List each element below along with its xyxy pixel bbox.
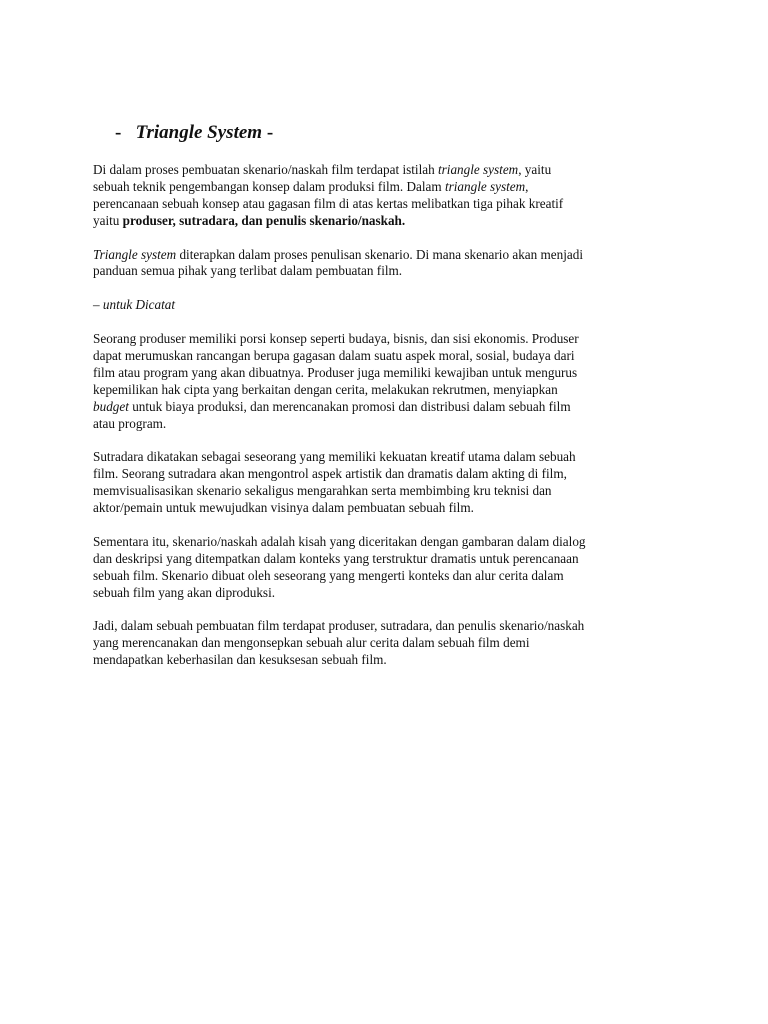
- paragraph-conclusion: [93, 618, 683, 669]
- italic-term: triangle system: [444, 178, 526, 194]
- text-line: perencanaan sebuah konsep atau gagasan film di atas kertas melibatkan tiga pihak kreatif: [93, 195, 564, 211]
- text-line: dapat merumuskan rancangan berupa gagasan dalam suatu aspek moral, sosial, budaya dari: [93, 347, 575, 363]
- italic-term: Triangle system: [93, 246, 177, 262]
- title-dash-right: -: [266, 122, 274, 143]
- italic-term: budget: [93, 398, 129, 414]
- text-line: [93, 179, 683, 196]
- text-line: aktor/pemain untuk mewujudkan visinya dalam pembuatan sebuah film.: [93, 500, 474, 516]
- text-line: [93, 213, 683, 230]
- italic-term: triangle system: [437, 162, 519, 177]
- text-line: film atau program yang akan dibuatnya. Produser juga memiliki kewajiban untuk mengurus: [93, 364, 578, 380]
- paragraph-producer: [93, 331, 683, 432]
- document-body: [93, 121, 683, 686]
- text-line: sebuah film yang akan diproduksi.: [93, 584, 276, 600]
- text-span: , yaitu: [518, 162, 552, 177]
- text-line: Jadi, dalam sebuah pembuatan film terdapat produser, sutradara, dan penulis skenario/naskah: [93, 618, 585, 634]
- text-line: atau program.: [93, 415, 167, 431]
- text-span: untuk biaya produksi, dan merencanakan promosi dan distribusi dalam sebuah film: [128, 398, 571, 414]
- title-dash-left: -: [115, 122, 122, 143]
- text-span: diterapkan dalam proses penulisan skenario. Di mana skenario akan menjadi: [176, 246, 584, 262]
- text-line: dan deskripsi yang ditempatkan dalam konteks yang terstruktur dramatis untuk perencanaan: [93, 550, 579, 566]
- text-line: yang merencanakan dan mengonsepkan sebuah alur cerita dalam sebuah film demi: [93, 635, 530, 651]
- text-line: Seorang produser memiliki porsi konsep seperti budaya, bisnis, dan sisi ekonomis. Produser: [93, 331, 579, 347]
- document-title: [93, 121, 683, 145]
- text-line: Sementara itu, skenario/naskah adalah kisah yang diceritakan dengan gambaran dalam dialog: [93, 533, 586, 549]
- text-span: Di dalam proses pembuatan skenario/naskah film terdapat istilah: [93, 162, 438, 177]
- text-line: mendapatkan keberhasilan dan kesuksesan sebuah film.: [93, 652, 387, 668]
- text-line: kepemilikan hak cipta yang berkaitan dengan cerita, melakukan rekrutmen, menyiapkan: [93, 381, 558, 397]
- paragraph-director: [93, 449, 683, 517]
- paragraph-screenplay: [93, 534, 683, 602]
- text-line: panduan semua pihak yang terlibat dalam pembuatan film.: [93, 263, 403, 279]
- text-span: yaitu: [93, 212, 123, 228]
- text-line: film. Seorang sutradara akan mengontrol aspek artistik dan dramatis dalam akting di film,: [93, 466, 567, 482]
- text-line: Sutradara dikatakan sebagai seseorang yang memiliki kekuatan kreatif utama dalam sebuah: [93, 449, 576, 465]
- paragraph-intro: [93, 162, 683, 230]
- text-span: ,: [525, 178, 529, 194]
- text-line: [93, 399, 683, 416]
- text-line: memvisualisasikan skenario sekaligus mengarahkan serta membimbing kru teknisi dan: [93, 483, 552, 499]
- note-heading: – untuk Dicatat: [93, 297, 176, 313]
- paragraph-application: [93, 247, 683, 281]
- title-text: Triangle System: [135, 122, 263, 143]
- paragraph-note-heading: [93, 297, 683, 314]
- text-line: [93, 247, 683, 264]
- text-line: [93, 162, 683, 179]
- bold-term: produser, sutradara, dan penulis skenario/naskah.: [122, 212, 406, 228]
- text-line: sebuah film. Skenario dibuat oleh seseorang yang mengerti konteks dan alur cerita dalam: [93, 567, 564, 583]
- text-span: sebuah teknik pengembangan konsep dalam produksi film. Dalam: [93, 178, 445, 194]
